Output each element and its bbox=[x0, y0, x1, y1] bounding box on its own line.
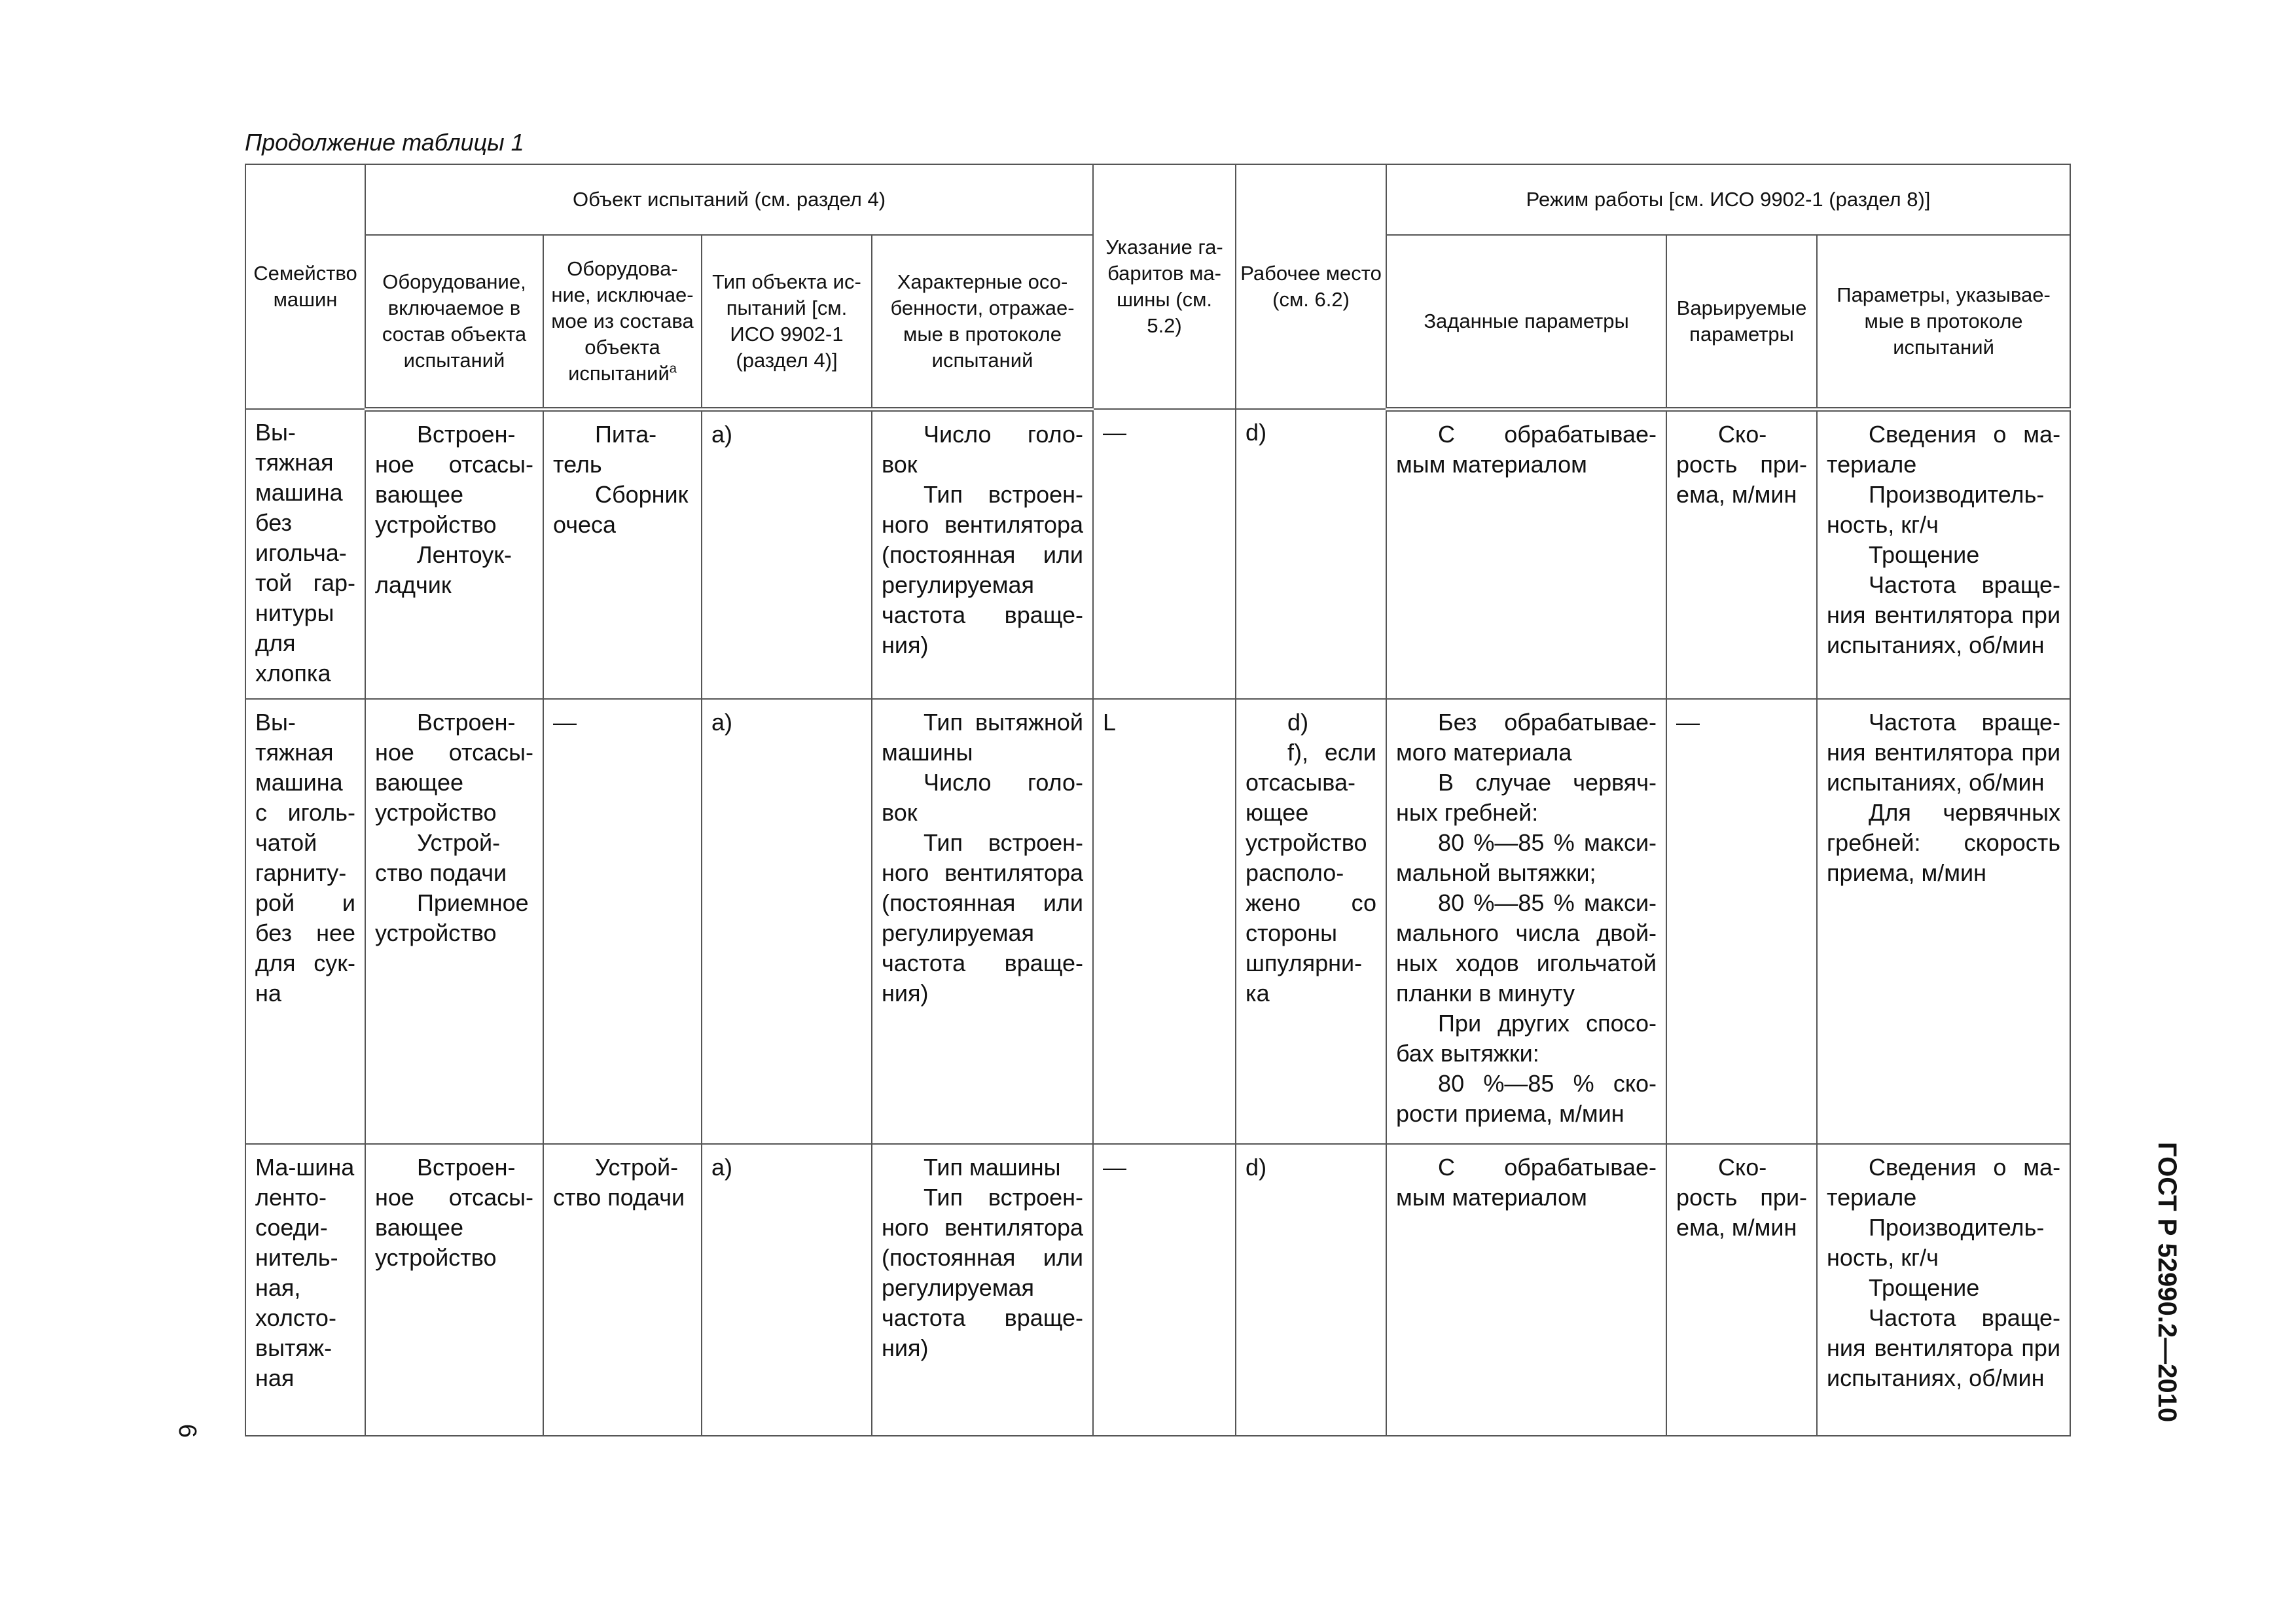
cell-var-params bbox=[1667, 412, 1816, 514]
cell-text: f), если отсасыва-ющее устройство располо-жено со стороны шпулярни-ка bbox=[1246, 739, 1377, 1007]
table-row bbox=[245, 409, 2070, 699]
cell-equip-included bbox=[366, 412, 543, 604]
cell-text: L bbox=[1103, 709, 1117, 736]
header-family: Семейство машин bbox=[245, 164, 365, 409]
cell-text: Тип вытяжной машины bbox=[882, 709, 1084, 766]
cell-text: Встроен-ное отсасы-вающее устройство bbox=[375, 1154, 533, 1271]
cell-text: d) bbox=[1287, 709, 1309, 736]
cell-var-params bbox=[1667, 700, 1816, 741]
cell-text: a) bbox=[711, 420, 733, 448]
header-dimensions: Указание га-баритов ма-шины (см. 5.2) bbox=[1093, 164, 1236, 409]
cell-text: Устрой-ство подачи bbox=[375, 829, 507, 886]
cell-text: Производитель-ность, кг/ч bbox=[1827, 480, 2045, 538]
table-caption: Продолжение таблицы 1 bbox=[245, 129, 524, 156]
cell-equip-excluded bbox=[544, 700, 701, 741]
cell-text: Число голо-вок bbox=[882, 769, 1084, 826]
cell-text: Тип машины bbox=[924, 1154, 1061, 1181]
table-body bbox=[245, 409, 2070, 1436]
cell-text: Без обрабатывае-мого материала bbox=[1396, 709, 1657, 766]
table-container bbox=[245, 164, 2071, 1436]
cell-text: d) bbox=[1246, 419, 1267, 446]
header-report-params: Параметры, указывае-мые в протоколе испытаний bbox=[1817, 235, 2070, 409]
cell-text: Частота враще-ния вентилятора при испытаниях, об/мин bbox=[1827, 1304, 2061, 1391]
cell-workplace bbox=[1236, 1145, 1386, 1186]
cell-text: Сборник очеса bbox=[553, 480, 689, 538]
cell-features bbox=[872, 412, 1092, 664]
page-number: 6 bbox=[173, 1423, 202, 1438]
cell-features bbox=[872, 700, 1092, 1012]
cell-text: Для червячных гребней: скорость приема, м/мин bbox=[1827, 799, 2061, 886]
cell-text: a) bbox=[711, 1154, 733, 1181]
cell-text: При других спосо-бах вытяжки: bbox=[1396, 1010, 1657, 1067]
cell-dimensions bbox=[1094, 1145, 1235, 1186]
cell-text: Вы-тяжная машина с иголь-чатой гарниту-рой и без нее для сук-на bbox=[255, 709, 355, 1007]
cell-text: Трощение bbox=[1869, 541, 1980, 568]
cell-text: Частота враще-ния вентилятора при испытаниях, об/мин bbox=[1827, 571, 2061, 658]
cell-text: Приемное устройство bbox=[375, 889, 529, 946]
cell-text: Производитель-ность, кг/ч bbox=[1827, 1214, 2045, 1271]
header-equip-included: Оборудование, включаемое в состав объекта испытаний bbox=[365, 235, 543, 409]
cell-family bbox=[246, 410, 365, 692]
cell-object-type bbox=[702, 412, 871, 454]
cell-text: — bbox=[1103, 1154, 1127, 1181]
header-object-type: Тип объекта ис-пытаний [см. ИСО 9902-1 (раздел 4)] bbox=[702, 235, 872, 409]
cell-text: 80 %—85 % макси-мального числа двой-ных ходов игольчатой планки в минуту bbox=[1396, 889, 1657, 1007]
doc-code-margin bbox=[2150, 1142, 2189, 1450]
cell-text: Встроен-ное отсасы-вающее устройство bbox=[375, 709, 533, 826]
cell-text: В случае червяч-ных гребней: bbox=[1396, 769, 1657, 826]
cell-text: Тип встроен-ного вентилятора (постоянная или регулируемая частота враще-ния) bbox=[882, 1184, 1084, 1361]
cell-equip-included bbox=[366, 1145, 543, 1277]
cell-text: Пита-тель bbox=[553, 420, 657, 478]
header-features: Характерные осо-бенности, отражае-мые в протоколе испытаний bbox=[872, 235, 1093, 409]
cell-text: Ско-рость при-ема, м/мин bbox=[1676, 1154, 1808, 1241]
cell-text: — bbox=[553, 709, 577, 736]
doc-code: ГОСТ Р 52990.2—2010 bbox=[2153, 1142, 2181, 1423]
cell-dimensions bbox=[1094, 700, 1235, 741]
cell-workplace bbox=[1236, 410, 1386, 452]
cell-equip-excluded bbox=[544, 412, 701, 544]
header-var-params: Варьируемые параметры bbox=[1666, 235, 1817, 409]
cell-text: Тип встроен-ного вентилятора (постоянная или регулируемая частота враще-ния) bbox=[882, 829, 1084, 1007]
cell-object-type bbox=[702, 1145, 871, 1186]
cell-report-params bbox=[1818, 1145, 2070, 1397]
cell-text: Частота враще-ния вентилятора при испытаниях, об/мин bbox=[1827, 709, 2061, 796]
cell-text: Лентоук-ладчик bbox=[375, 541, 512, 598]
cell-family bbox=[246, 1145, 365, 1397]
cell-workplace bbox=[1236, 700, 1386, 1012]
cell-text: Вы-тяжная машина без игольча-той гар-нитуры для хлопка bbox=[255, 419, 355, 687]
cell-var-params bbox=[1667, 1145, 1816, 1247]
cell-text: 80 %—85 % макси-мальной вытяжки; bbox=[1396, 829, 1657, 886]
cell-text: d) bbox=[1246, 1154, 1267, 1181]
table-row bbox=[245, 1144, 2070, 1436]
cell-set-params bbox=[1387, 1145, 1666, 1217]
header-object-group: Объект испытаний (см. раздел 4) bbox=[365, 164, 1093, 235]
cell-report-params bbox=[1818, 412, 2070, 664]
header-workplace: Рабочее место (см. 6.2) bbox=[1236, 164, 1386, 409]
cell-text: — bbox=[1676, 709, 1700, 736]
cell-dimensions bbox=[1094, 410, 1235, 452]
cell-text: Ско-рость при-ема, м/мин bbox=[1676, 420, 1808, 508]
cell-features bbox=[872, 1145, 1092, 1367]
cell-text: Число голо-вок bbox=[882, 420, 1084, 478]
header-equip-excluded: Оборудова-ние, исключае-мое из состава объекта испытаний$^a$ bbox=[543, 235, 702, 409]
cell-text: Встроен-ное отсасы-вающее устройство bbox=[375, 420, 533, 538]
cell-text: Сведения о ма-териале bbox=[1827, 1154, 2061, 1211]
cell-text: Устрой-ство подачи bbox=[553, 1154, 685, 1211]
cell-text: Трощение bbox=[1869, 1274, 1980, 1301]
header-mode-group: Режим работы [см. ИСО 9902-1 (раздел 8)] bbox=[1386, 164, 2070, 235]
cell-object-type bbox=[702, 700, 871, 741]
standards-table bbox=[245, 164, 2071, 1436]
cell-text: Тип встроен-ного вентилятора (постоянная или регулируемая частота враще-ния) bbox=[882, 480, 1084, 658]
cell-text: a) bbox=[711, 709, 733, 736]
cell-text: С обрабатывае-мым материалом bbox=[1396, 1154, 1657, 1211]
cell-report-params bbox=[1818, 700, 2070, 892]
header-set-params: Заданные параметры bbox=[1386, 235, 1666, 409]
cell-equip-excluded bbox=[544, 1145, 701, 1217]
cell-set-params bbox=[1387, 412, 1666, 484]
cell-text: Ма-шина ленто-соеди-нитель-ная, холсто-вытяж-ная bbox=[255, 1154, 355, 1391]
cell-equip-included bbox=[366, 700, 543, 952]
cell-text: С обрабатывае-мым материалом bbox=[1396, 420, 1657, 478]
cell-family bbox=[246, 700, 365, 1012]
cell-text: — bbox=[1103, 419, 1127, 446]
cell-text: Сведения о ма-териале bbox=[1827, 420, 2061, 478]
cell-set-params bbox=[1387, 700, 1666, 1133]
table-row bbox=[245, 699, 2070, 1144]
cell-text: 80 %—85 % ско-рости приема, м/мин bbox=[1396, 1070, 1657, 1127]
